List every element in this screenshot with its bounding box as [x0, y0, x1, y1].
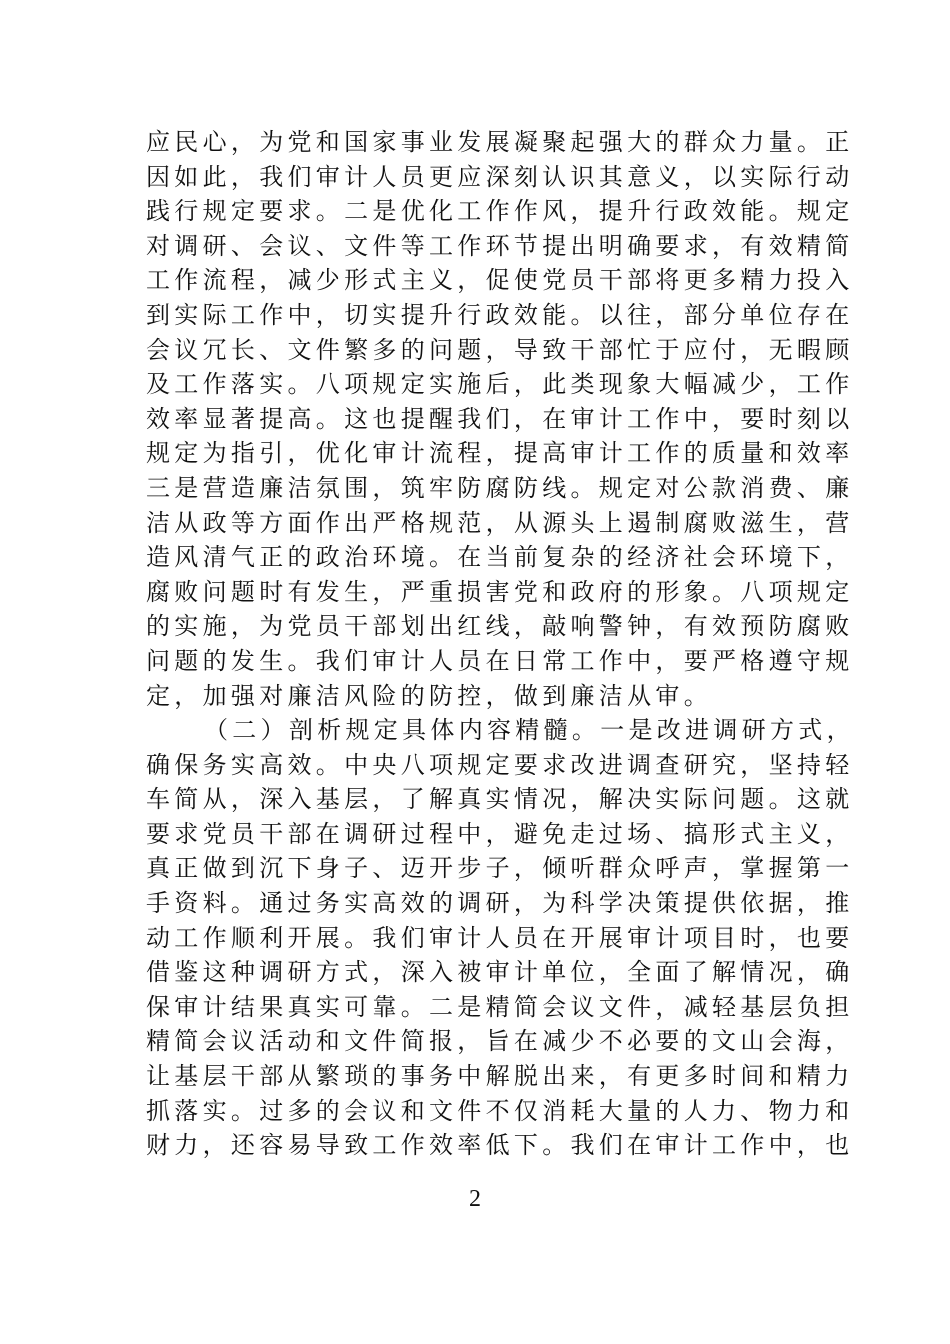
- text-line: 真正做到沉下身子、迈开步子，倾听群众呼声，掌握第一: [146, 854, 854, 883]
- text-line: 借鉴这种调研方式，深入被审计单位，全面了解情况，确: [146, 958, 854, 987]
- section-heading-line: （二）剖析规定具体内容精髓。一是改进调研方式，: [204, 716, 855, 745]
- text-line: 到实际工作中，切实提升行政效能。以往，部分单位存在: [146, 300, 854, 329]
- text-line: 应民心，为党和国家事业发展凝聚起强大的群众力量。正: [146, 128, 854, 156]
- text-line: 的实施，为党员干部划出红线，敲响警钟，有效预防腐败: [146, 612, 854, 641]
- text-line: 效率显著提高。这也提醒我们，在审计工作中，要时刻以: [146, 404, 854, 433]
- text-line: 手资料。通过务实高效的调研，为科学决策提供依据，推: [146, 889, 854, 918]
- page-number: 2: [469, 1186, 481, 1212]
- text-line: 规定为指引，优化审计流程，提高审计工作的质量和效率: [146, 439, 854, 468]
- text-line: 造风清气正的政治环境。在当前复杂的经济社会环境下，: [146, 543, 854, 572]
- text-line: 会议冗长、文件繁多的问题，导致干部忙于应付，无暇顾: [146, 335, 854, 364]
- body-text: [146, 125, 855, 1163]
- text-line: 因如此，我们审计人员更应深刻认识其意义，以实际行动: [146, 162, 854, 191]
- text-line: 洁从政等方面作出严格规范，从源头上遏制腐败滋生，营: [146, 508, 854, 537]
- text-line: 践行规定要求。二是优化工作作风，提升行政效能。规定: [146, 197, 854, 226]
- text-line: 财力，还容易导致工作效率低下。我们在审计工作中，也: [146, 1131, 854, 1160]
- text-line: 动工作顺利开展。我们审计人员在开展审计项目时，也要: [146, 923, 854, 952]
- text-line: 工作流程，减少形式主义，促使党员干部将更多精力投入: [146, 266, 854, 295]
- text-line: 确保务实高效。中央八项规定要求改进调查研究，坚持轻: [146, 750, 854, 779]
- text-line: 抓落实。过多的会议和文件不仅消耗大量的人力、物力和: [146, 1096, 854, 1125]
- text-line: 保审计结果真实可靠。二是精简会议文件，减轻基层负担: [146, 992, 854, 1021]
- text-line: 对调研、会议、文件等工作环节提出明确要求，有效精简: [146, 231, 854, 260]
- text-line: 精简会议活动和文件简报，旨在减少不必要的文山会海，: [146, 1027, 854, 1056]
- text-line: 腐败问题时有发生，严重损害党和政府的形象。八项规定: [146, 577, 854, 606]
- text-line: 及工作落实。八项规定实施后，此类现象大幅减少，工作: [146, 370, 854, 399]
- text-line: 车简从，深入基层，了解真实情况，解决实际问题。这就: [146, 785, 854, 814]
- text-line: 定，加强对廉洁风险的防控，做到廉洁从审。: [146, 681, 712, 710]
- text-line: 让基层干部从繁琐的事务中解脱出来，有更多时间和精力: [146, 1062, 854, 1091]
- text-line: 要求党员干部在调研过程中，避免走过场、搞形式主义，: [146, 819, 854, 848]
- text-line: 三是营造廉洁氛围，筑牢防腐防线。规定对公款消费、廉: [146, 473, 854, 502]
- text-line: 问题的发生。我们审计人员在日常工作中，要严格遵守规: [146, 646, 854, 675]
